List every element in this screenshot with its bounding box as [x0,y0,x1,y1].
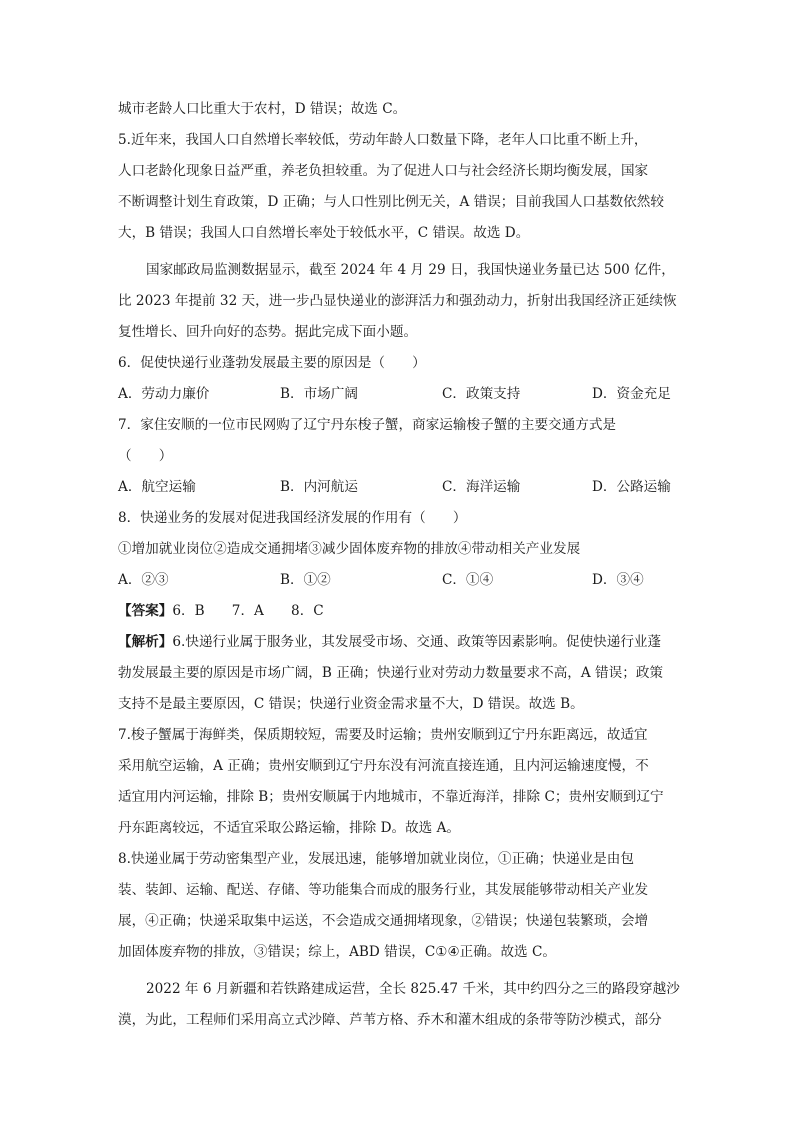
option-c: C．①④ [442,572,494,588]
text-line: 人口老龄化现象日益严重，养老负担较重。为了促进人口与社会经济长期均衡发展，国家 [118,163,649,179]
text-line: ①增加就业岗位②造成交通拥堵③减少固体废弃物的排放④带动相关产业发展 [118,541,581,557]
q8-options [118,570,678,590]
q7-options [118,477,678,497]
text-line: 2022 年 6 月新疆和若铁路建成运营，全长 825.47 千米，其中约四分之三的路段穿越沙 [146,981,680,997]
question-7: 7．家住安顺的一位市民网购了辽宁丹东梭子蟹，商家运输梭子蟹的主要交通方式是 [118,417,617,433]
text-line: 装、装卸、运输、配送、存储、等功能集合而成的服务行业，其发展能够带动相关产业发 [118,882,649,898]
text-line: 展，④正确；快递采取集中运送，不会造成交通拥堵现象，②错误；快递包装繁琐，会增 [118,913,649,929]
text-line: 复性增长、回升向好的态势。据此完成下面小题。 [118,324,418,340]
text-line: （ ） [118,448,173,464]
text-line: 适宜用内河运输，排除 B；贵州安顺属于内地城市，不靠近海洋，排除 C；贵州安顺到辽宁 [118,789,664,805]
answer-label: 【答案】 [118,603,173,619]
text-line: 大，B 错误；我国人口自然增长率处于较低水平，C 错误。故选 D。 [118,225,530,241]
text-line: 支持不是最主要原因，C 错误；快递行业资金需求量不大，D 错误。故选 B。 [118,696,584,712]
option-b: B．内河航运 [280,479,358,495]
text-line: 比 2023 年提前 32 天，进一步凸显快递业的澎湃活力和强劲动力，折射出我国经济正延续恢 [118,293,677,309]
text-line: 丹东距离较远，不适宜采取公路运输，排除 D。故选 A。 [118,820,461,836]
option-a: A．航空运输 [118,479,196,495]
question-6: 6．促使快递行业蓬勃发展最主要的原因是（ ） [118,355,426,371]
option-a: A．②③ [118,572,169,588]
option-a: A．劳动力廉价 [118,386,210,402]
text-line: 加固体废弃物的排放，③错误；综上，ABD 错误，C①④正确。故选 C。 [118,944,556,960]
option-b: B．①② [280,572,331,588]
analysis-text: 6.快递行业属于服务业，其发展受市场、交通、政策等因素影响。促使快递行业蓬 [172,634,662,650]
q6-options [118,384,678,404]
analysis-label: 【解析】 [118,634,173,650]
text-line: 不断调整计划生育政策，D 正确；与人口性别比例无关，A 错误；目前我国人口基数依然较 [118,194,664,210]
question-8: 8．快递业务的发展对促进我国经济发展的作用有（ ） [118,510,467,526]
text-line: 城市老龄人口比重大于农村，D 错误；故选 C。 [118,101,407,117]
option-d: D．资金充足 [592,386,671,402]
text-line: 勃发展最主要的原因是市场广阔，B 正确；快递行业对劳动力数量要求不高，A 错误；政策 [118,665,664,681]
analysis-line [118,632,661,652]
text-line: 国家邮政局监测数据显示，截至 2024 年 4 月 29 日，我国快递业务量已达 500 亿件， [146,262,675,278]
answer-line [118,601,324,621]
option-c: C．政策支持 [442,386,521,402]
text-line: 8.快递业属于劳动密集型产业，发展迅速，能够增加就业岗位，①正确；快递业是由包 [118,851,634,867]
answer-text: 6．B 7．A 8．C [172,603,324,619]
text-line: 漠，为此，工程师们采用高立式沙障、芦苇方格、乔木和灌木组成的条带等防沙模式，部分 [118,1012,662,1028]
option-b: B．市场广阔 [280,386,358,402]
text-line: 7.梭子蟹属于海鲜类，保质期较短，需要及时运输；贵州安顺到辽宁丹东距离远，故适宜 [118,727,648,743]
text-line: 采用航空运输，A 正确；贵州安顺到辽宁丹东没有河流直接连通，且内河运输速度慢，不 [118,758,649,774]
option-c: C．海洋运输 [442,479,521,495]
option-d: D．③④ [592,572,644,588]
text-line: 5.近年来，我国人口自然增长率较低，劳动年龄人口数量下降，老年人口比重不断上升， [118,132,648,148]
option-d: D．公路运输 [592,479,671,495]
